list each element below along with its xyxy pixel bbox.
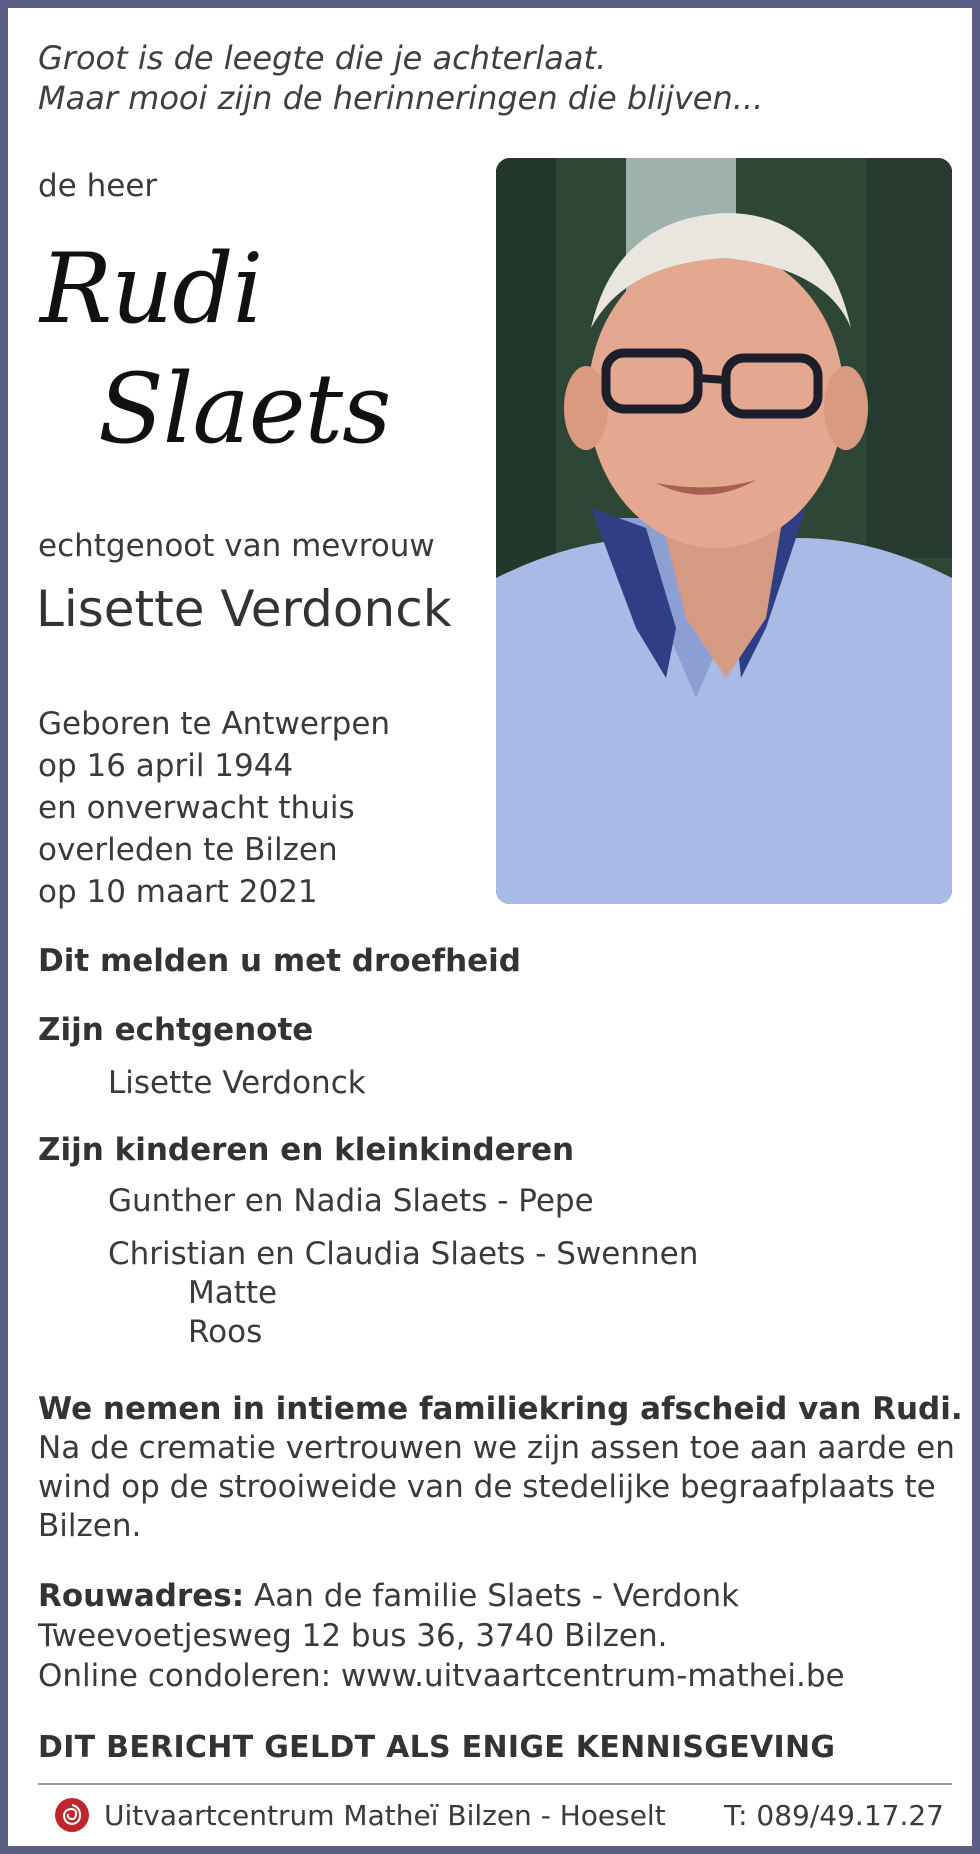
birth-line-4: overleden te Bilzen [38, 832, 338, 868]
portrait-illustration [496, 158, 952, 904]
birth-line-3: en onverwacht thuis [38, 790, 355, 826]
farewell-bold: We nemen in intieme familiekring afscheid van Rudi. [38, 1391, 963, 1427]
mourning-address-recipient: Aan de familie Slaets - Verdonk [244, 1578, 740, 1614]
contact-block [38, 1576, 968, 1696]
footer-divider [38, 1783, 952, 1785]
farewell-text: Na de crematie vertrouwen we zijn assen toe aan aarde en wind op de strooiweide van de stedelijke begraafplaats te Bilzen. [38, 1430, 955, 1544]
notice-statement: DIT BERICHT GELDT ALS ENIGE KENNISGEVING [38, 1730, 836, 1765]
child-family-1: Gunther en Nadia Slaets - Pepe [108, 1183, 594, 1219]
birth-line-2: op 16 april 1944 [38, 748, 294, 784]
quote-line-1: Groot is de leegte die je achterlaat. [38, 39, 607, 77]
mourning-address-line [38, 1576, 968, 1616]
spouse-heading: Zijn echtgenote [38, 1012, 314, 1048]
announcement-line: Dit melden u met droefheid [38, 943, 521, 979]
spouse-intro: echtgenoot van mevrouw [38, 528, 435, 564]
mourning-address-label: Rouwadres: [38, 1578, 245, 1614]
child-family-2: Christian en Claudia Slaets - Swennen [108, 1236, 699, 1272]
spouse-name: Lisette Verdonck [36, 580, 452, 638]
first-name: Rudi [40, 233, 263, 345]
grandchild-1: Matte [188, 1275, 278, 1311]
mourning-address-street: Tweevoetjesweg 12 bus 36, 3740 Bilzen. [38, 1618, 668, 1654]
children-heading: Zijn kinderen en kleinkinderen [38, 1132, 575, 1168]
grandchild-2: Roos [188, 1314, 263, 1350]
birth-death-info [38, 703, 390, 913]
spouse-item: Lisette Verdonck [108, 1065, 366, 1101]
birth-line-5: op 10 maart 2021 [38, 874, 318, 910]
online-condolences[interactable]: Online condoleren: www.uitvaartcentrum-mathei.be [38, 1658, 845, 1694]
footer [38, 1793, 952, 1837]
opening-quote [38, 38, 763, 118]
farewell-paragraph [38, 1390, 968, 1546]
last-name: Slaets [98, 353, 391, 465]
quote-line-2: Maar mooi zijn de herinneringen die blijven... [38, 79, 764, 117]
funeral-home-phone[interactable]: T: 089/49.17.27 [724, 1799, 944, 1832]
funeral-home-name: Uitvaartcentrum Matheï Bilzen - Hoeselt [104, 1799, 666, 1832]
rose-icon [54, 1797, 90, 1833]
portrait-photo [496, 158, 952, 904]
honorific: de heer [38, 168, 158, 204]
birth-line-1: Geboren te Antwerpen [38, 706, 391, 742]
